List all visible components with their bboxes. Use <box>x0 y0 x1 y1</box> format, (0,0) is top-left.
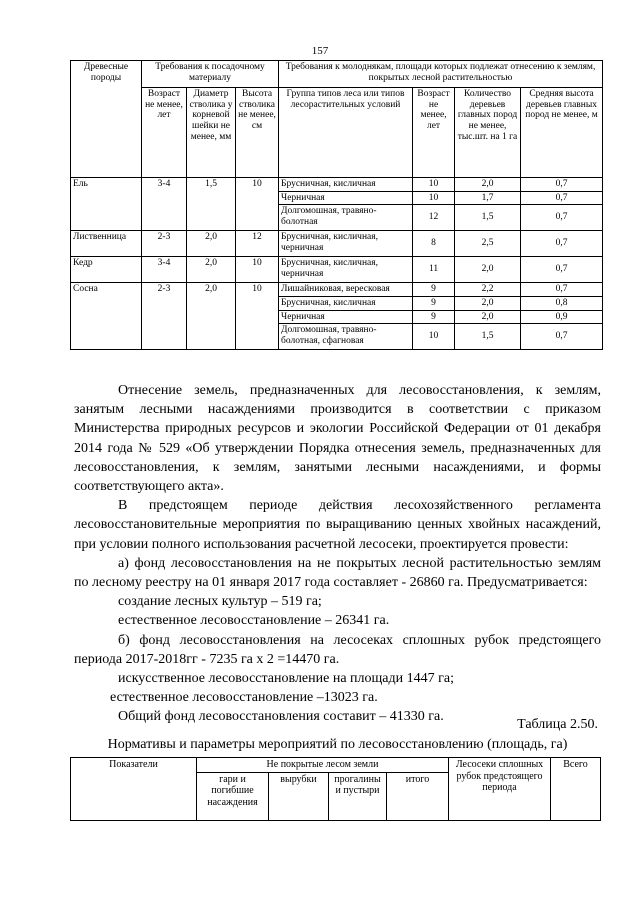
diameter-cell: 2,0 <box>187 257 236 283</box>
header-clearcuts: Лесосеки сплошных рубок предстоящего периода <box>449 758 551 821</box>
young-age-cell: 9 <box>413 283 455 297</box>
height-cell: 10 <box>236 257 279 283</box>
height-cell <box>236 205 279 231</box>
diameter-cell: 2,0 <box>187 231 236 257</box>
list-item-natural-restoration-2: естественное лесовосстановление –13023 га. <box>110 690 378 706</box>
header-indicators: Показатели <box>71 758 197 821</box>
header-forest-group: Группа типов леса или типов лесорастительных условий <box>279 88 413 178</box>
diameter-cell: 2,0 <box>187 283 236 297</box>
average-height-cell: 0,7 <box>521 191 603 205</box>
table-row <box>71 324 603 350</box>
tree-count-cell: 2,0 <box>455 178 521 192</box>
header-all: Всего <box>551 758 601 821</box>
forest-group-cell: Лишайниковая, вересковая <box>279 283 413 297</box>
diameter-cell <box>187 310 236 324</box>
height-cell <box>236 324 279 350</box>
table-row <box>71 283 603 297</box>
average-height-cell: 0,7 <box>521 283 603 297</box>
diameter-cell <box>187 296 236 310</box>
header-tree-count: Количество деревьев главных пород не менее, тыс.шт. на 1 га <box>455 88 521 178</box>
average-height-cell: 0,7 <box>521 324 603 350</box>
forest-group-cell: Долгомошная, травяно-болотная, сфагновая <box>279 324 413 350</box>
header-glades: прогалины и пустыри <box>329 772 387 820</box>
forest-group-cell: Брусничная, кисличная <box>279 178 413 192</box>
tree-count-cell: 2,5 <box>455 231 521 257</box>
forest-group-cell: Черничная <box>279 191 413 205</box>
average-height-cell: 0,7 <box>521 231 603 257</box>
young-age-cell: 12 <box>413 205 455 231</box>
height-cell <box>236 310 279 324</box>
header-burnt-areas: гари и погибшие насаждения <box>197 772 269 820</box>
young-age-cell: 8 <box>413 231 455 257</box>
table-row <box>71 257 603 283</box>
average-height-cell: 0,7 <box>521 178 603 192</box>
header-age: Возраст не менее, лет <box>142 88 187 178</box>
header-average-height: Средняя высота деревьев главных пород не менее, м <box>521 88 603 178</box>
tree-count-cell: 1,5 <box>455 324 521 350</box>
list-item-forest-cultures: создание лесных культур – 519 га; <box>118 594 322 610</box>
header-young-requirements: Требования к молоднякам, площади которых подлежат отнесению к землям, покрытых лесной растительностью <box>279 61 603 88</box>
young-age-cell: 11 <box>413 257 455 283</box>
list-item-artificial-restoration: искусственное лесовосстановление на площади 1447 га; <box>118 671 454 687</box>
height-cell <box>236 296 279 310</box>
tree-count-cell: 2,2 <box>455 283 521 297</box>
age-cell <box>142 324 187 350</box>
seedling-requirements-table <box>70 60 603 350</box>
species-cell: Сосна <box>71 283 142 297</box>
tree-count-cell: 2,0 <box>455 257 521 283</box>
header-planting-requirements: Требования к посадочному материалу <box>142 61 279 88</box>
average-height-cell: 0,7 <box>521 257 603 283</box>
age-cell <box>142 205 187 231</box>
diameter-cell <box>187 205 236 231</box>
table-row <box>71 231 603 257</box>
table-title: Нормативы и параметры мероприятий по лесовосстановлению (площадь, га) <box>107 737 568 752</box>
paragraph-fund-clearcuts: б) фонд лесовосстановления на лесосеках сплошных рубок предстоящего периода 2017-2018гг - 7235 га х 2 =14470 га. <box>74 632 601 667</box>
paragraph-fund-uncovered: а) фонд лесовосстановления на не покрытых лесной растительностью землям по лесному реестру на 01 января 2017 года составляет - 26860 га. Предусматривается: <box>74 555 601 591</box>
age-cell: 2-3 <box>142 283 187 297</box>
header-species: Древесные породы <box>71 61 142 178</box>
young-age-cell: 10 <box>413 178 455 192</box>
reforestation-parameters-table <box>70 757 601 821</box>
tree-count-cell: 2,0 <box>455 296 521 310</box>
species-cell: Кедр <box>71 257 142 283</box>
paragraph-planned-measures: В предстоящем периоде действия лесохозяйственного регламента лесовосстановительные мероприятия по выращиванию ценных хвойных насаждений, при условии полного использования расчетной лесосеки, проектируется провести: <box>74 498 601 552</box>
young-age-cell: 10 <box>413 324 455 350</box>
header-total: итого <box>387 772 449 820</box>
height-cell: 10 <box>236 178 279 192</box>
tree-count-cell: 2,0 <box>455 310 521 324</box>
forest-group-cell: Черничная <box>279 310 413 324</box>
species-cell: Ель <box>71 178 142 192</box>
species-cell <box>71 310 142 324</box>
species-cell <box>71 191 142 205</box>
header-height: Высота стволика не менее, см <box>236 88 279 178</box>
page-number: 157 <box>311 45 329 57</box>
diameter-cell <box>187 191 236 205</box>
age-cell: 2-3 <box>142 231 187 257</box>
body-text <box>74 381 601 727</box>
forest-group-cell: Брусничная, кисличная <box>279 296 413 310</box>
header-young-age: Возраст не менее, лет <box>413 88 455 178</box>
table-row <box>71 178 603 192</box>
tree-count-cell: 1,5 <box>455 205 521 231</box>
table-row <box>71 310 603 324</box>
age-cell: 3-4 <box>142 178 187 192</box>
forest-group-cell: Долгомошная, травяно-болотная <box>279 205 413 231</box>
young-age-cell: 10 <box>413 191 455 205</box>
species-cell <box>71 324 142 350</box>
age-cell <box>142 310 187 324</box>
young-age-cell: 9 <box>413 310 455 324</box>
paragraph-total-fund: Общий фонд лесовосстановления составит – 41330 га. <box>118 709 444 725</box>
table-row <box>71 205 603 231</box>
diameter-cell <box>187 324 236 350</box>
tree-count-cell: 1,7 <box>455 191 521 205</box>
diameter-cell: 1,5 <box>187 178 236 192</box>
paragraph-land-classification: Отнесение земель, предназначенных для лесовосстановления, к землям, занятым лесными насаждениями производится в соответствии с приказом Министерства природных ресурсов и экологии Российской Федерации от 01 декабря 2014 года № 529 «Об утверждении Порядка отнесения земель, предназначенных для лесовосстановления, к землям, занятыми лесными насаждениями, и формы соответствующего акта». <box>74 383 601 495</box>
average-height-cell: 0,9 <box>521 310 603 324</box>
average-height-cell: 0,7 <box>521 205 603 231</box>
header-not-covered-land: Не покрытые лесом земли <box>197 758 449 773</box>
table-row <box>71 296 603 310</box>
age-cell <box>142 191 187 205</box>
age-cell <box>142 296 187 310</box>
species-cell <box>71 296 142 310</box>
table-caption: Таблица 2.50. <box>517 717 598 732</box>
header-diameter: Диаметр стволика у корневой шейки не менее, мм <box>187 88 236 178</box>
species-cell: Лиственница <box>71 231 142 257</box>
forest-group-cell: Брусничная, кисличная, черничная <box>279 257 413 283</box>
age-cell: 3-4 <box>142 257 187 283</box>
header-cuttings: вырубки <box>269 772 329 820</box>
height-cell: 12 <box>236 231 279 257</box>
average-height-cell: 0,8 <box>521 296 603 310</box>
species-cell <box>71 205 142 231</box>
forest-group-cell: Брусничная, кисличная, черничная <box>279 231 413 257</box>
table-row <box>71 191 603 205</box>
height-cell: 10 <box>236 283 279 297</box>
young-age-cell: 9 <box>413 296 455 310</box>
height-cell <box>236 191 279 205</box>
list-item-natural-restoration: естественное лесовосстановление – 26341 га. <box>118 613 390 629</box>
